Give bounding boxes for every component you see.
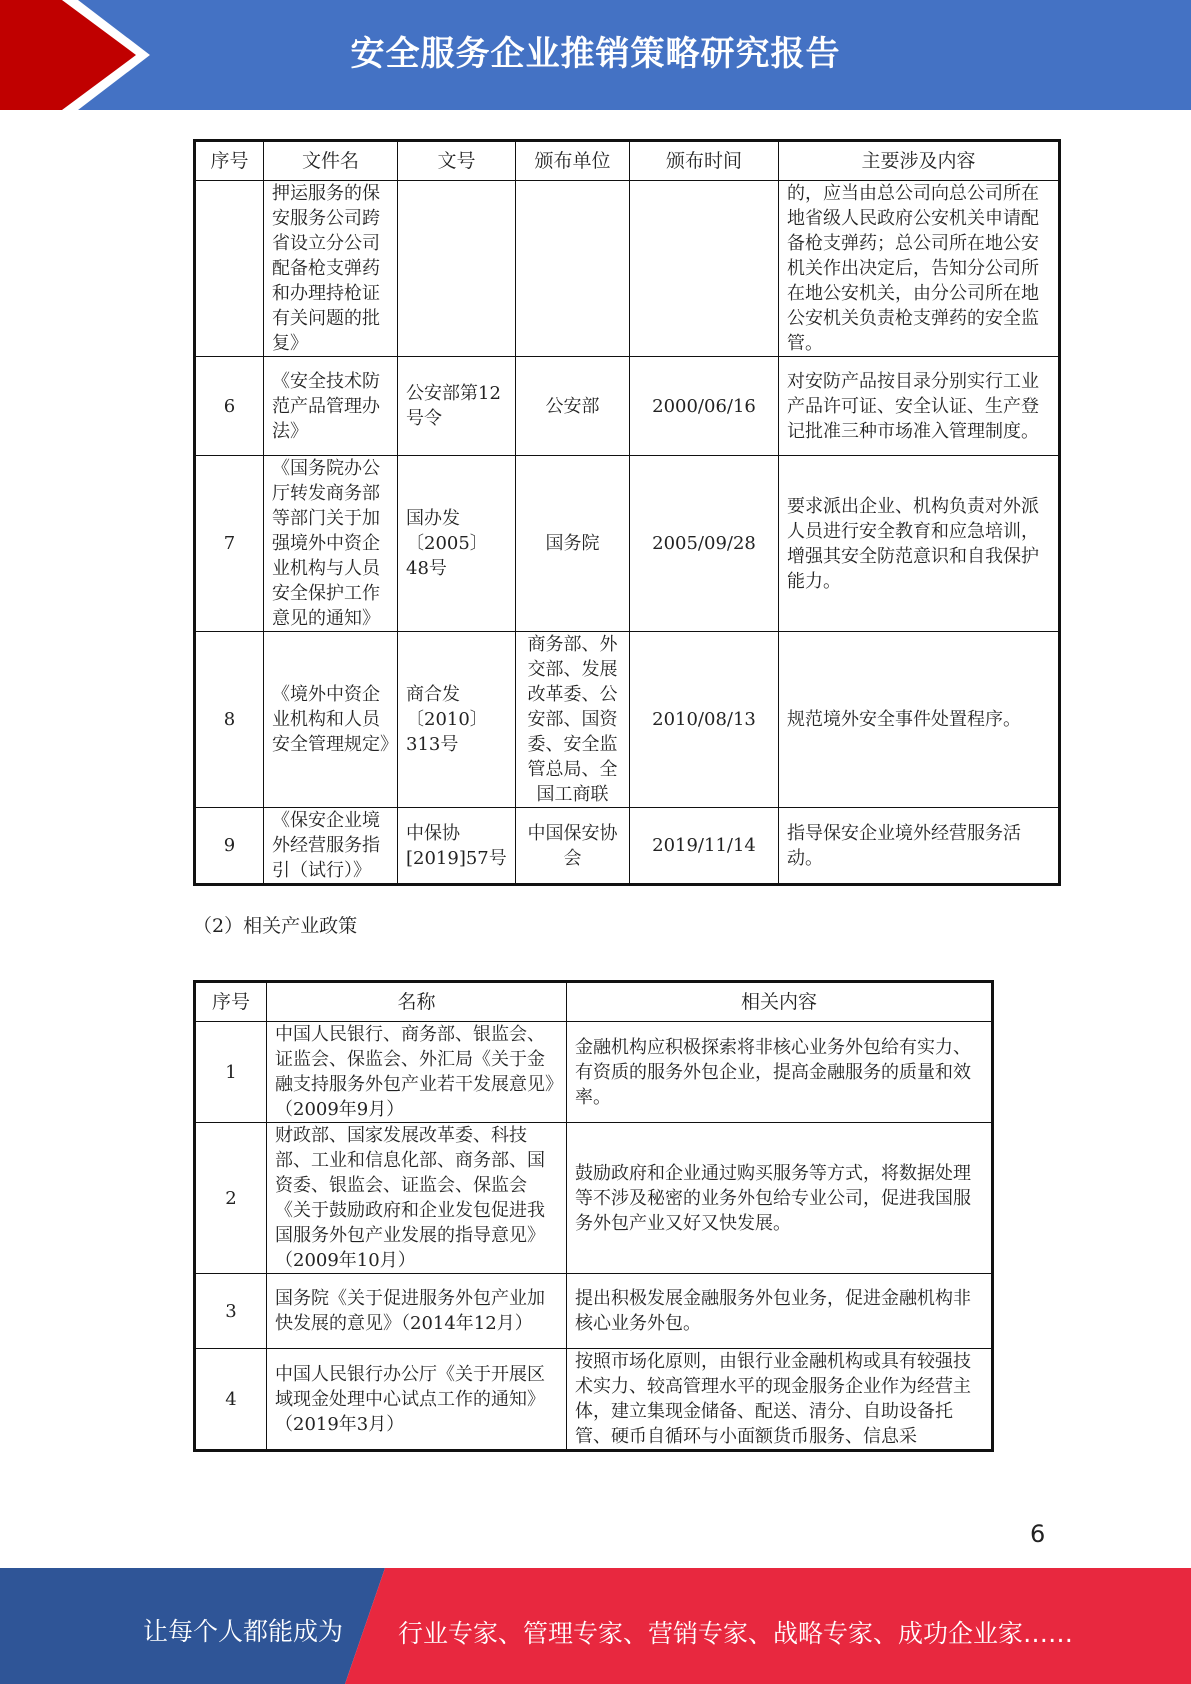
footer-slogan-left: 让每个人都能成为	[143, 1617, 344, 1646]
cell-doc-no: 中保协[2019]57号	[398, 808, 516, 885]
cell-file-name: 《安全技术防范产品管理办法》	[264, 357, 398, 456]
cell-no	[195, 181, 264, 357]
cell-content: 金融机构应积极探索将非核心业务外包给有实力、有资质的服务外包企业，提高金融服务的质量和效率。	[567, 1022, 993, 1123]
table-row	[195, 1349, 993, 1451]
cell-no: 9	[195, 808, 264, 885]
regulations-table	[193, 139, 1061, 886]
cell-no: 4	[195, 1349, 267, 1451]
cell-content: 按照市场化原则，由银行业金融机构或具有较强技术实力、较高管理水平的现金服务企业作为经营主体，建立集现金储备、配送、清分、自助设备托管、硬币自循环与小面额货币服务、信息采	[567, 1349, 993, 1451]
table-row	[195, 181, 1060, 357]
header-content: 主要涉及内容	[779, 141, 1060, 181]
cell-content: 规范境外安全事件处置程序。	[779, 632, 1060, 808]
table-row	[195, 456, 1060, 632]
cell-issuer: 公安部	[516, 357, 630, 456]
cell-date: 2019/11/14	[630, 808, 779, 885]
cell-content: 的，应当由总公司向总公司所在地省级人民政府公安机关申请配备枪支弹药；总公司所在地公安机关作出决定后，告知分公司所在地公安机关，由分公司所在地公安机关负责枪支弹药的安全监管。	[779, 181, 1060, 357]
cell-date: 2000/06/16	[630, 357, 779, 456]
cell-no: 3	[195, 1274, 267, 1349]
table-header-row	[195, 141, 1060, 181]
table-row	[195, 1022, 993, 1123]
industry-policy-table	[193, 980, 994, 1452]
cell-no: 1	[195, 1022, 267, 1123]
cell-no: 7	[195, 456, 264, 632]
cell-no: 8	[195, 632, 264, 808]
header-file-name: 文件名	[264, 141, 398, 181]
table-row	[195, 357, 1060, 456]
cell-name: 国务院《关于促进服务外包产业加快发展的意见》（2014年12月）	[267, 1274, 567, 1349]
section-heading: （2）相关产业政策	[193, 915, 358, 937]
cell-name: 财政部、国家发展改革委、科技部、工业和信息化部、商务部、国资委、银监会、证监会、保监会《关于鼓励政府和企业发包促进我国服务外包产业发展的指导意见》（2009年10月）	[267, 1123, 567, 1274]
table-row	[195, 632, 1060, 808]
table-row	[195, 1274, 993, 1349]
cell-issuer: 商务部、外交部、发展改革委、公安部、国资委、安全监管总局、全国工商联	[516, 632, 630, 808]
page-number: 6	[1030, 1520, 1046, 1548]
cell-name: 中国人民银行、商务部、银监会、证监会、保监会、外汇局《关于金融支持服务外包产业若干发展意见》（2009年9月）	[267, 1022, 567, 1123]
cell-content: 鼓励政府和企业通过购买服务等方式，将数据处理等不涉及秘密的业务外包给专业公司，促进我国服务外包产业又好又快发展。	[567, 1123, 993, 1274]
cell-issuer	[516, 181, 630, 357]
cell-content: 要求派出企业、机构负责对外派人员进行安全教育和应急培训，增强其安全防范意识和自我保护能力。	[779, 456, 1060, 632]
cell-no: 6	[195, 357, 264, 456]
header-no: 序号	[195, 982, 267, 1022]
table-header-row	[195, 982, 993, 1022]
cell-date: 2005/09/28	[630, 456, 779, 632]
header-no: 序号	[195, 141, 264, 181]
cell-file-name: 《国务院办公厅转发商务部等部门关于加强境外中资企业机构与人员安全保护工作意见的通知》	[264, 456, 398, 632]
cell-content: 指导保安企业境外经营服务活动。	[779, 808, 1060, 885]
header-issuer: 颁布单位	[516, 141, 630, 181]
cell-date	[630, 181, 779, 357]
header-name: 名称	[267, 982, 567, 1022]
cell-file-name: 押运服务的保安服务公司跨省设立分公司配备枪支弹药和办理持枪证有关问题的批复》	[264, 181, 398, 357]
cell-content: 提出积极发展金融服务外包业务，促进金融机构非核心业务外包。	[567, 1274, 993, 1349]
footer-slogan-right: 行业专家、管理专家、营销专家、战略专家、成功企业家……	[398, 1619, 1074, 1648]
cell-doc-no: 国办发〔2005〕48号	[398, 456, 516, 632]
header-related-content: 相关内容	[567, 982, 993, 1022]
document-title: 安全服务企业推销策略研究报告	[350, 34, 841, 74]
table-row	[195, 808, 1060, 885]
cell-name: 中国人民银行办公厅《关于开展区域现金处理中心试点工作的通知》（2019年3月）	[267, 1349, 567, 1451]
header-doc-no: 文号	[398, 141, 516, 181]
cell-doc-no: 公安部第12号令	[398, 357, 516, 456]
cell-content: 对安防产品按目录分别实行工业产品许可证、安全认证、生产登记批准三种市场准入管理制度。	[779, 357, 1060, 456]
cell-issuer: 国务院	[516, 456, 630, 632]
cell-date: 2010/08/13	[630, 632, 779, 808]
cell-doc-no: 商合发〔2010〕313号	[398, 632, 516, 808]
header-date: 颁布时间	[630, 141, 779, 181]
header-banner	[0, 0, 1191, 110]
cell-doc-no	[398, 181, 516, 357]
cell-no: 2	[195, 1123, 267, 1274]
cell-file-name: 《保安企业境外经营服务指引（试行）》	[264, 808, 398, 885]
table-row	[195, 1123, 993, 1274]
cell-issuer: 中国保安协会	[516, 808, 630, 885]
cell-file-name: 《境外中资企业机构和人员安全管理规定》	[264, 632, 398, 808]
